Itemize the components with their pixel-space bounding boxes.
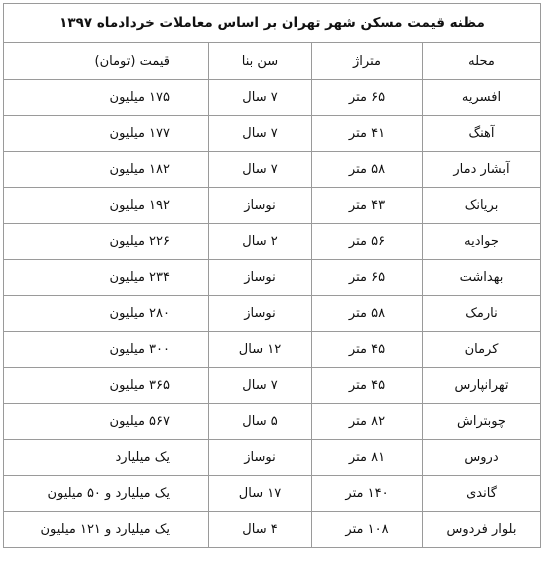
cell-age: ۵ سال	[209, 404, 312, 440]
header-row	[4, 43, 541, 80]
cell-neighborhood: بهداشت	[423, 260, 541, 296]
cell-price: ۳۶۵ میلیون	[4, 368, 209, 404]
cell-area: ۱۰۸ متر	[312, 512, 423, 548]
cell-area: ۸۲ متر	[312, 404, 423, 440]
cell-age: نوساز	[209, 440, 312, 476]
cell-neighborhood: آهنگ	[423, 116, 541, 152]
cell-age: ۷ سال	[209, 116, 312, 152]
cell-age: ۷ سال	[209, 368, 312, 404]
table-title: مظنه قیمت مسکن شهر تهران بر اساس معاملات خردادماه ۱۳۹۷	[4, 4, 541, 43]
table-row	[4, 224, 541, 260]
cell-area: ۶۵ متر	[312, 80, 423, 116]
price-table-container	[3, 3, 540, 548]
table-row	[4, 152, 541, 188]
header-area: متراژ	[312, 43, 423, 80]
cell-price: یک میلیارد و ۱۲۱ میلیون	[4, 512, 209, 548]
cell-area: ۴۳ متر	[312, 188, 423, 224]
cell-neighborhood: چوبتراش	[423, 404, 541, 440]
header-age: سن بنا	[209, 43, 312, 80]
cell-area: ۶۵ متر	[312, 260, 423, 296]
cell-age: نوساز	[209, 260, 312, 296]
table-row	[4, 260, 541, 296]
cell-neighborhood: نارمک	[423, 296, 541, 332]
table-row	[4, 116, 541, 152]
cell-neighborhood: گاندی	[423, 476, 541, 512]
cell-neighborhood: افسریه	[423, 80, 541, 116]
cell-age: ۷ سال	[209, 80, 312, 116]
cell-price: ۲۸۰ میلیون	[4, 296, 209, 332]
cell-neighborhood: دروس	[423, 440, 541, 476]
header-neighborhood: محله	[423, 43, 541, 80]
cell-neighborhood: تهرانپارس	[423, 368, 541, 404]
table-row	[4, 332, 541, 368]
cell-price: ۲۳۴ میلیون	[4, 260, 209, 296]
table-body	[4, 80, 541, 548]
cell-area: ۱۴۰ متر	[312, 476, 423, 512]
cell-age: ۷ سال	[209, 152, 312, 188]
cell-area: ۴۱ متر	[312, 116, 423, 152]
table-row	[4, 404, 541, 440]
cell-price: ۲۲۶ میلیون	[4, 224, 209, 260]
cell-age: ۲ سال	[209, 224, 312, 260]
cell-price: ۱۹۲ میلیون	[4, 188, 209, 224]
cell-age: ۱۷ سال	[209, 476, 312, 512]
cell-area: ۵۶ متر	[312, 224, 423, 260]
cell-area: ۵۸ متر	[312, 152, 423, 188]
header-price: قیمت (تومان)	[4, 43, 209, 80]
cell-age: نوساز	[209, 296, 312, 332]
cell-neighborhood: بلوار فردوس	[423, 512, 541, 548]
cell-price: ۱۷۷ میلیون	[4, 116, 209, 152]
cell-price: ۱۸۲ میلیون	[4, 152, 209, 188]
table-row	[4, 188, 541, 224]
cell-age: نوساز	[209, 188, 312, 224]
table-row	[4, 476, 541, 512]
cell-price: ۳۰۰ میلیون	[4, 332, 209, 368]
cell-price: یک میلیارد و ۵۰ میلیون	[4, 476, 209, 512]
table-row	[4, 80, 541, 116]
cell-price: یک میلیارد	[4, 440, 209, 476]
cell-area: ۴۵ متر	[312, 368, 423, 404]
housing-price-table	[3, 3, 541, 548]
cell-area: ۸۱ متر	[312, 440, 423, 476]
cell-age: ۱۲ سال	[209, 332, 312, 368]
table-row	[4, 440, 541, 476]
cell-price: ۵۶۷ میلیون	[4, 404, 209, 440]
cell-age: ۴ سال	[209, 512, 312, 548]
cell-area: ۴۵ متر	[312, 332, 423, 368]
table-row	[4, 512, 541, 548]
cell-neighborhood: کرمان	[423, 332, 541, 368]
cell-neighborhood: آبشار دمار	[423, 152, 541, 188]
table-row	[4, 296, 541, 332]
cell-area: ۵۸ متر	[312, 296, 423, 332]
table-row	[4, 368, 541, 404]
cell-price: ۱۷۵ میلیون	[4, 80, 209, 116]
title-row	[4, 4, 541, 43]
cell-neighborhood: بریانک	[423, 188, 541, 224]
cell-neighborhood: جوادیه	[423, 224, 541, 260]
